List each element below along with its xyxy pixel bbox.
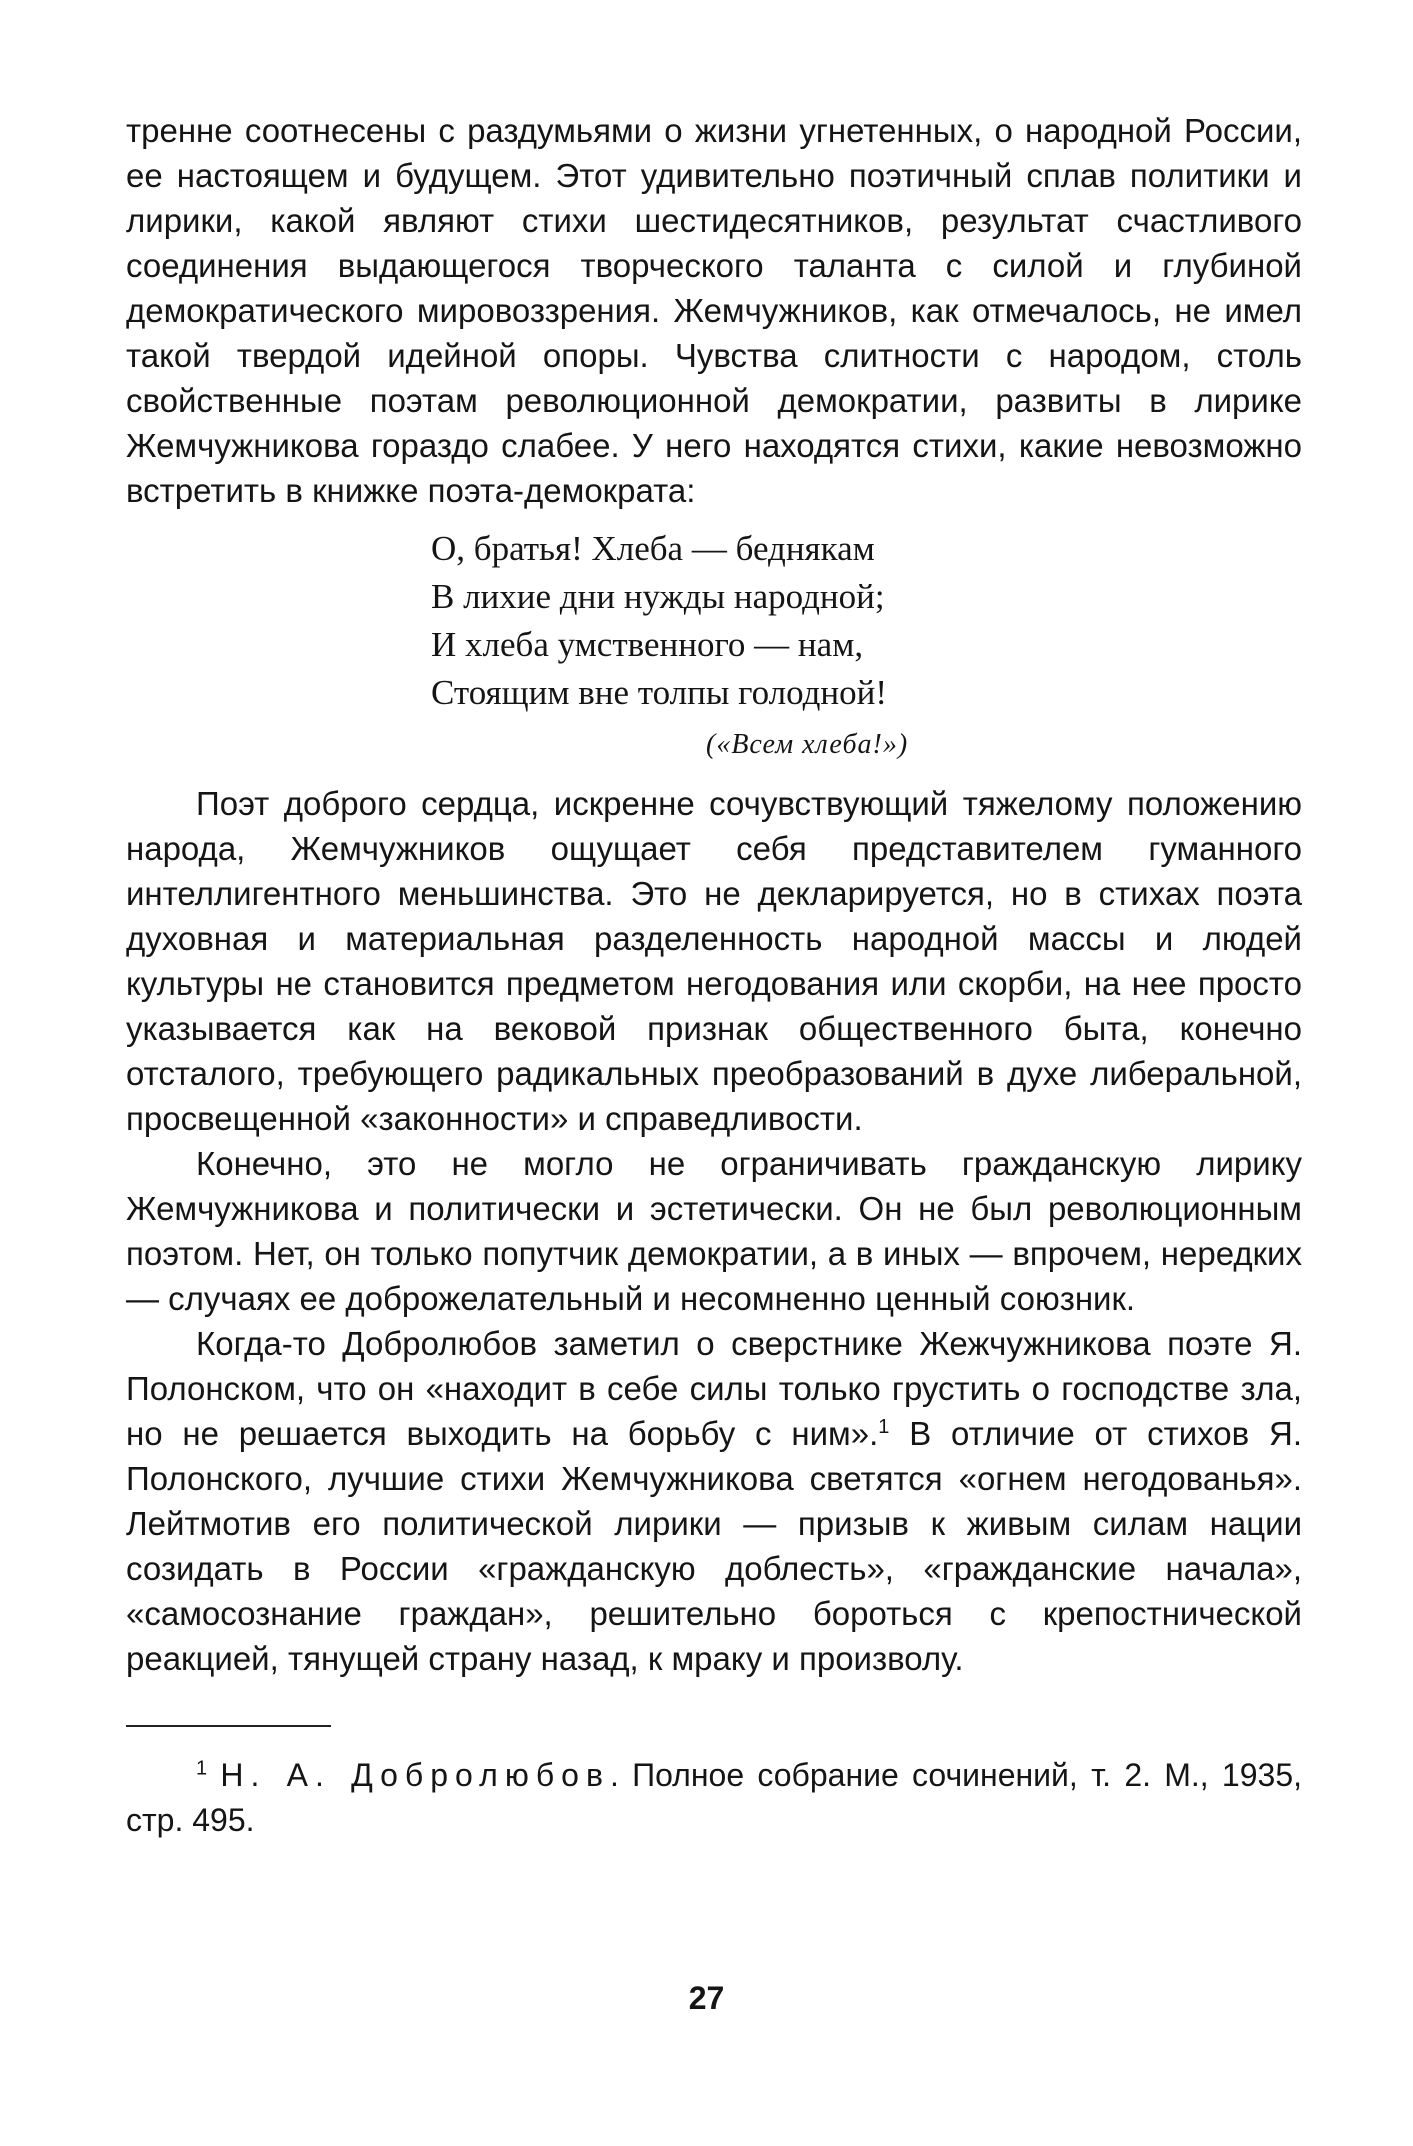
poem-line-2: В лихие дни нужды народной;	[431, 577, 885, 616]
paragraph-4-text-b: В отличие от стихов Я. Полонского, лучшие стихи Жемчужникова светятся «огнем негодованья». Лейтмотив его политической лирики — призыв к живым силам нации созидать в России «гражданскую доблесть», «гражданские начала», «самосознание граждан», решительно бороться с крепостнической реакцией, тянущей страну назад, к мраку и произволу.	[126, 1415, 1302, 1677]
paragraph-3: Конечно, это не могло не ограничивать гражданскую лирику Жемчужникова и политически и эстетически. Он не был революционным поэтом. Нет, он только попутчик демократии, а в иных — впрочем, нередких — случаях ее доброжелательный и несомненно ценный союзник.	[126, 1145, 1302, 1317]
page-number: 27	[688, 1980, 725, 2016]
footnote-divider	[126, 1725, 331, 1727]
footnote-author: Н. А. Добролюбов	[220, 1757, 610, 1793]
poem-attribution: («Всем хлеба!»)	[706, 729, 909, 760]
footnote-text: . Полное собрание сочинений, т. 2. М., 1935, стр. 495.	[126, 1757, 1303, 1838]
paragraph-1: тренне соотнесены с раздумьями о жизни угнетенных, о народной России, ее настоящем и будущем. Этот удивительно поэтичный сплав политики и лирики, какой являют стихи шестидесятников, результат счастливого соединения выдающегося творческого таланта с силой и глубиной демократического мировоззрения. Жемчужников, как отмечалось, не имел такой твердой идейной опоры. Чувства слитности с народом, столь свойственные поэтам революционной демократии, развиты в лирике Жемчужникова гораздо слабее. У него находятся стихи, какие невозможно встретить в книжке поэта-демократа:	[126, 112, 1302, 509]
footnote-mark: 1	[196, 1757, 208, 1780]
paragraph-4	[126, 1321, 1302, 1681]
page-body	[126, 108, 1302, 1843]
paragraph-4-text-a: Когда-то Добролюбов заметил о сверстнике Жежчужникова поэте Я. Полонском, что он «находит в себе силы только грустить о господстве зла, но не решается выходить на борьбу с ним».	[126, 1325, 1302, 1452]
footnote-reference: 1	[878, 1416, 890, 1438]
poem-line-1: О, братья! Хлеба — беднякам	[431, 529, 875, 568]
poem-line-3: И хлеба умственного — нам,	[431, 625, 864, 664]
poem-quote	[431, 525, 1302, 717]
poem-line-4: Стоящим вне толпы голодной!	[431, 673, 888, 712]
footnote	[126, 1753, 1302, 1843]
paragraph-2: Поэт доброго сердца, искренне сочувствующий тяжелому положению народа, Жемчужников ощущает себя представителем гуманного интеллигентного меньшинства. Это не декларируется, но в стихах поэта духовная и материальная разделенность народной массы и людей культуры не становится предметом негодования или скорби, на нее просто указывается как на вековой признак общественного быта, конечно отсталого, требующего радикальных преобразований в духе либеральной, просвещенной «законности» и справедливости.	[126, 785, 1302, 1137]
